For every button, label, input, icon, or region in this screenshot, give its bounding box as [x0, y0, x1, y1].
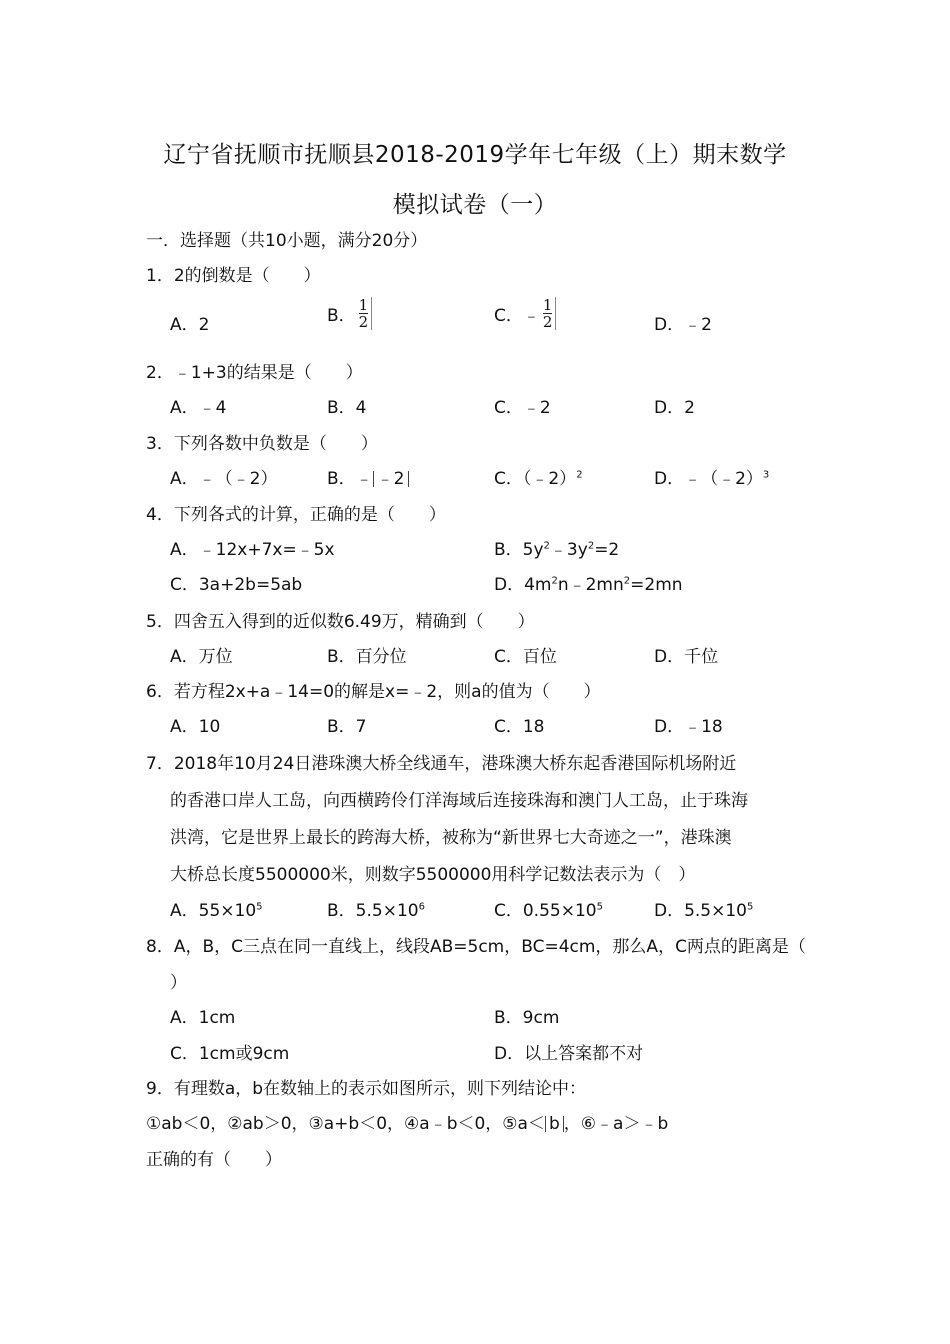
q4-d-part: =2mn	[630, 575, 683, 595]
q4-option-b	[494, 535, 619, 560]
q2-option-b: B．4	[327, 398, 367, 418]
section-heading: 一．选择题（共10小题，满分20分）	[146, 231, 428, 251]
q3-option-b	[327, 464, 409, 489]
q1-option-d: D．﹣2	[654, 315, 712, 335]
q5-option-d: D．千位	[654, 647, 719, 667]
q9-conclusions-part: ，⑥﹣a＞﹣b	[563, 1114, 669, 1134]
q7-option-d	[654, 896, 753, 921]
question-9-conclusions	[146, 1109, 668, 1134]
q7-b-base: B．5.5×10	[327, 901, 419, 921]
question-7-line-2: 的香港口岸人工岛，向西横跨伶仃洋海域后连接珠海和澳门人工岛，止于珠海	[170, 791, 748, 811]
fraction-numerator: 1	[542, 296, 553, 314]
q3-option-c	[494, 464, 583, 489]
q4-b-part: ﹣3y	[549, 540, 588, 560]
q1-option-c	[494, 297, 556, 330]
question-8-line-1: 8．A，B，C三点在同一直线上，线段AB=5cm，BC=4cm，那么A，C两点的距离是（	[146, 937, 806, 957]
q7-d-base: D．5.5×10	[654, 901, 748, 921]
q4-d-part: D．4m	[494, 575, 552, 595]
q5-option-b: B．百分位	[327, 647, 407, 667]
q1-option-c-label: C．﹣	[494, 306, 540, 326]
q5-option-c: C．百位	[494, 647, 557, 667]
question-8-line-2: ）	[170, 973, 187, 993]
q8-option-a: A．1cm	[170, 1008, 236, 1028]
exponent: 5	[256, 901, 263, 913]
question-9-tail: 正确的有（ ）	[146, 1150, 282, 1170]
exponent: 2	[543, 540, 550, 552]
q7-option-b	[327, 896, 425, 921]
q8-option-b: B．9cm	[494, 1008, 560, 1028]
q4-option-c: C．3a+2b=5ab	[170, 575, 303, 595]
question-7-line-4: 大桥总长度5500000米，则数字5500000用科学记数法表示为（ ）	[170, 865, 696, 885]
exponent: 5	[596, 901, 603, 913]
fraction-denominator: 2	[542, 313, 553, 331]
q6-option-c: C．18	[494, 717, 545, 737]
q3-option-b-label: B．﹣	[327, 469, 373, 489]
fraction-denominator: 2	[358, 313, 369, 331]
q3-option-d-base: D．﹣（﹣2）	[654, 469, 763, 489]
q2-option-a: A．﹣4	[170, 398, 227, 418]
fraction-half	[356, 297, 373, 330]
question-6-stem: 6．若方程2x+a﹣14=0的解是x=﹣2，则a的值为（ ）	[146, 682, 601, 702]
q3-option-a: A．﹣（﹣2）	[170, 469, 278, 489]
q8-option-c: C．1cm或9cm	[170, 1044, 290, 1064]
question-7-line-1: 7．2018年10月24日港珠澳大桥全线通车，港珠澳大桥东起香港国际机场附近	[146, 754, 737, 774]
q3-option-d	[654, 464, 769, 489]
exponent: 2	[623, 575, 631, 587]
q4-b-part: B．5y	[494, 540, 544, 560]
q5-option-a: A．万位	[170, 647, 233, 667]
question-2-stem: 2．﹣1+3的结果是（ ）	[146, 363, 363, 383]
exponent: 5	[747, 901, 754, 913]
absolute-value: b	[545, 1116, 564, 1132]
q4-d-part: n﹣2mn	[557, 575, 624, 595]
q6-option-b: B．7	[327, 717, 367, 737]
q6-option-a: A．10	[170, 717, 221, 737]
question-5-stem: 5．四舍五入得到的近似数6.49万，精确到（ ）	[146, 612, 535, 632]
exponent: 2	[587, 540, 595, 552]
q4-option-a: A．﹣12x+7x=﹣5x	[170, 540, 335, 560]
exponent: 3	[762, 469, 770, 481]
question-3-stem: 3．下列各数中负数是（ ）	[146, 434, 378, 454]
fraction-half	[540, 297, 557, 330]
exponent: 6	[418, 901, 425, 913]
fraction-numerator: 1	[358, 296, 369, 314]
title-line-2: 模拟试卷（一）	[392, 192, 558, 218]
question-7-line-3: 洪湾，它是世界上最长的跨海大桥，被称为“新世界七大奇迹之一”，港珠澳	[170, 828, 732, 848]
q1-option-b-label: B．	[327, 306, 356, 326]
q7-option-c	[494, 896, 603, 921]
exponent: 2	[576, 469, 583, 481]
q7-c-base: C．0.55×10	[494, 901, 597, 921]
q9-conclusions-part: ④a﹣b＜0，⑤a＜	[404, 1114, 545, 1134]
title-line-1: 辽宁省抚顺市抚顺县2018-2019学年七年级（上）期末数学	[163, 142, 787, 168]
question-9-stem: 9．有理数a，b在数轴上的表示如图所示，则下列结论中：	[146, 1079, 587, 1099]
q7-a-base: A．55×10	[170, 901, 257, 921]
q2-option-d: D．2	[654, 398, 695, 418]
q3-option-c-base: C．（﹣2）	[494, 469, 577, 489]
q1-option-b	[327, 297, 372, 330]
q4-option-d	[494, 570, 683, 595]
q1-option-a: A．2	[170, 315, 210, 335]
q8-option-d: D．以上答案都不对	[494, 1044, 644, 1064]
question-4-stem: 4．下列各式的计算，正确的是（ ）	[146, 505, 446, 525]
q9-conclusions-part: ①ab＜0，②ab＞0，③a+b＜0，	[146, 1114, 405, 1134]
q2-option-c: C．﹣2	[494, 398, 551, 418]
exponent: 2	[551, 575, 558, 587]
q6-option-d: D．﹣18	[654, 717, 723, 737]
q4-b-part: =2	[594, 540, 620, 560]
absolute-value: ﹣2	[373, 471, 409, 487]
q7-option-a	[170, 896, 263, 921]
question-1-stem: 1．2的倒数是（ ）	[146, 266, 321, 286]
